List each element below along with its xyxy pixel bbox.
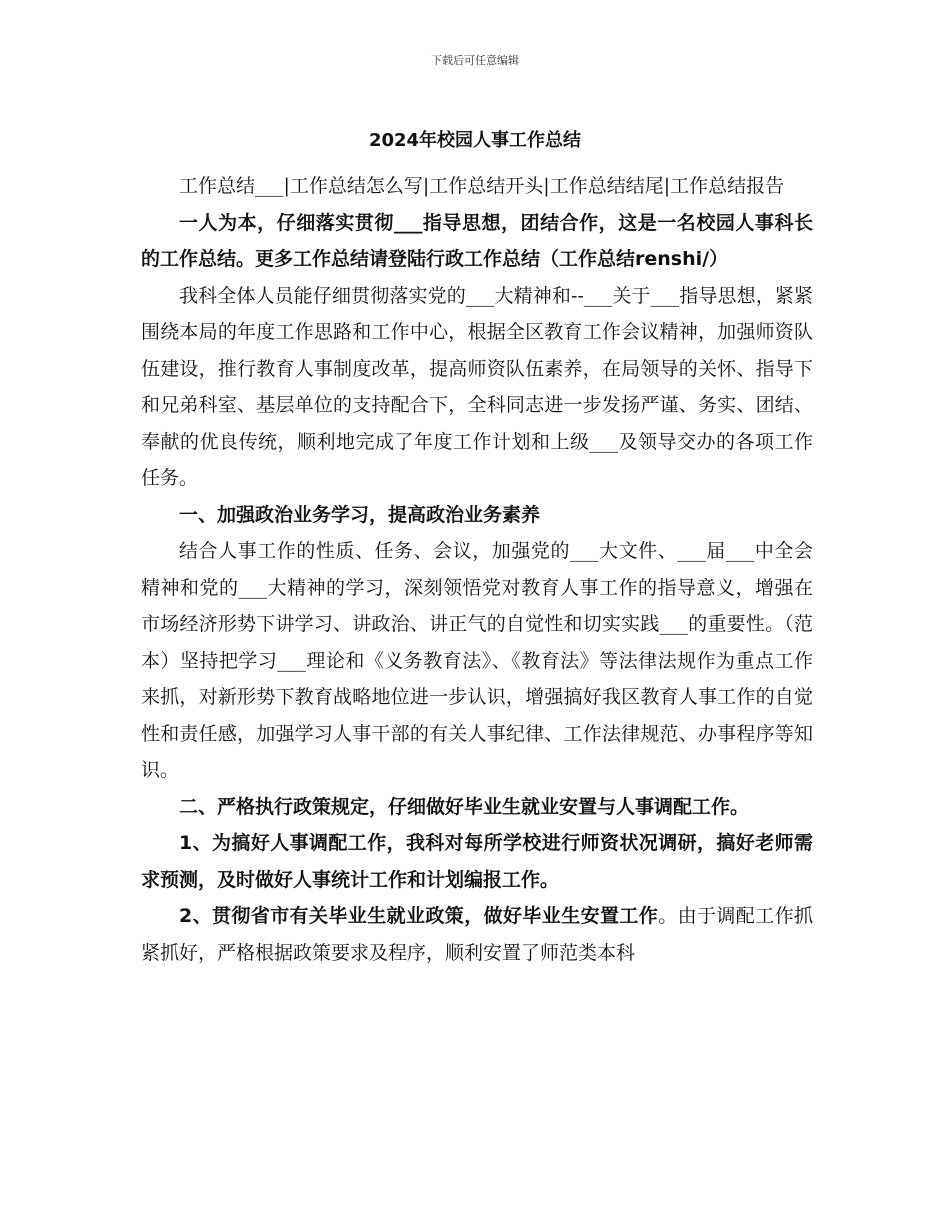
section-heading-1: 一、加强政治业务学习，提高政治业务素养 [179, 503, 541, 526]
document-title: 2024年校园人事工作总结 [368, 130, 582, 151]
paragraph-overview: 我科全体人员能仔细贯彻落实党的___大精神和--___关于___指导思想，紧紧围绕本局的年度工作思路和工作中心，根据全区教育工作会议精神，加强师资队伍建设，推行教育人事制度改革，提高师资队伍素养，在局领导的关怀、指导下和兄弟科室、基层单位的支持配合下，全科同志进一步发扬严谨、务实、团结、奉献的优良传统，顺利地完成了年度工作计划和上级___及领导交办的各项工作任务。 [141, 284, 813, 489]
paragraph-item-1: 1、为搞好人事调配工作，我科对每所学校进行师资状况调研，搞好老师需求预测，及时做好人事统计工作和计划编报工作。 [141, 832, 813, 891]
item-2-text: 。由于调配工作抓紧抓好，严格根据政策要求及程序，顺利安置了师范类本科 [141, 905, 813, 964]
paragraph-section-1: 结合人事工作的性质、任务、会议，加强党的___大文件、___届___中全会精神和党的___大精神的学习，深刻领悟党对教育人事工作的指导意义，增强在市场经济形势下讲学习、讲政治、讲正气的自觉性和切实实践___的重要性。（范本）坚持把学习___理论和《义务教育法》、《教育法》等法律法规作为重点工作来抓，对新形势下教育战略地位进一步认识，增强搞好我区教育人事工作的自觉性和责任感，加强学习人事干部的有关人事纪律、工作法律规范、办事程序等知识。 [141, 540, 813, 781]
paragraph-item-2 [141, 898, 813, 971]
paragraph-keywords: 工作总结___|工作总结怎么写|工作总结开头|工作总结结尾|工作总结报告 [179, 175, 785, 197]
header-note: 下载后可任意编辑 [431, 54, 519, 67]
section-heading-2: 二、严格执行政策规定，仔细做好毕业生就业安置与人事调配工作。 [179, 795, 750, 818]
item-2-heading: 2、贯彻省市有关毕业生就业政策，做好毕业生安置工作 [179, 905, 659, 927]
paragraph-intro: 一人为本，仔细落实贯彻___指导思想，团结合作，这是一名校园人事科长的工作总结。更多工作总结请登陆行政工作总结（工作总结renshi/） [141, 211, 813, 270]
document-body [141, 168, 813, 971]
